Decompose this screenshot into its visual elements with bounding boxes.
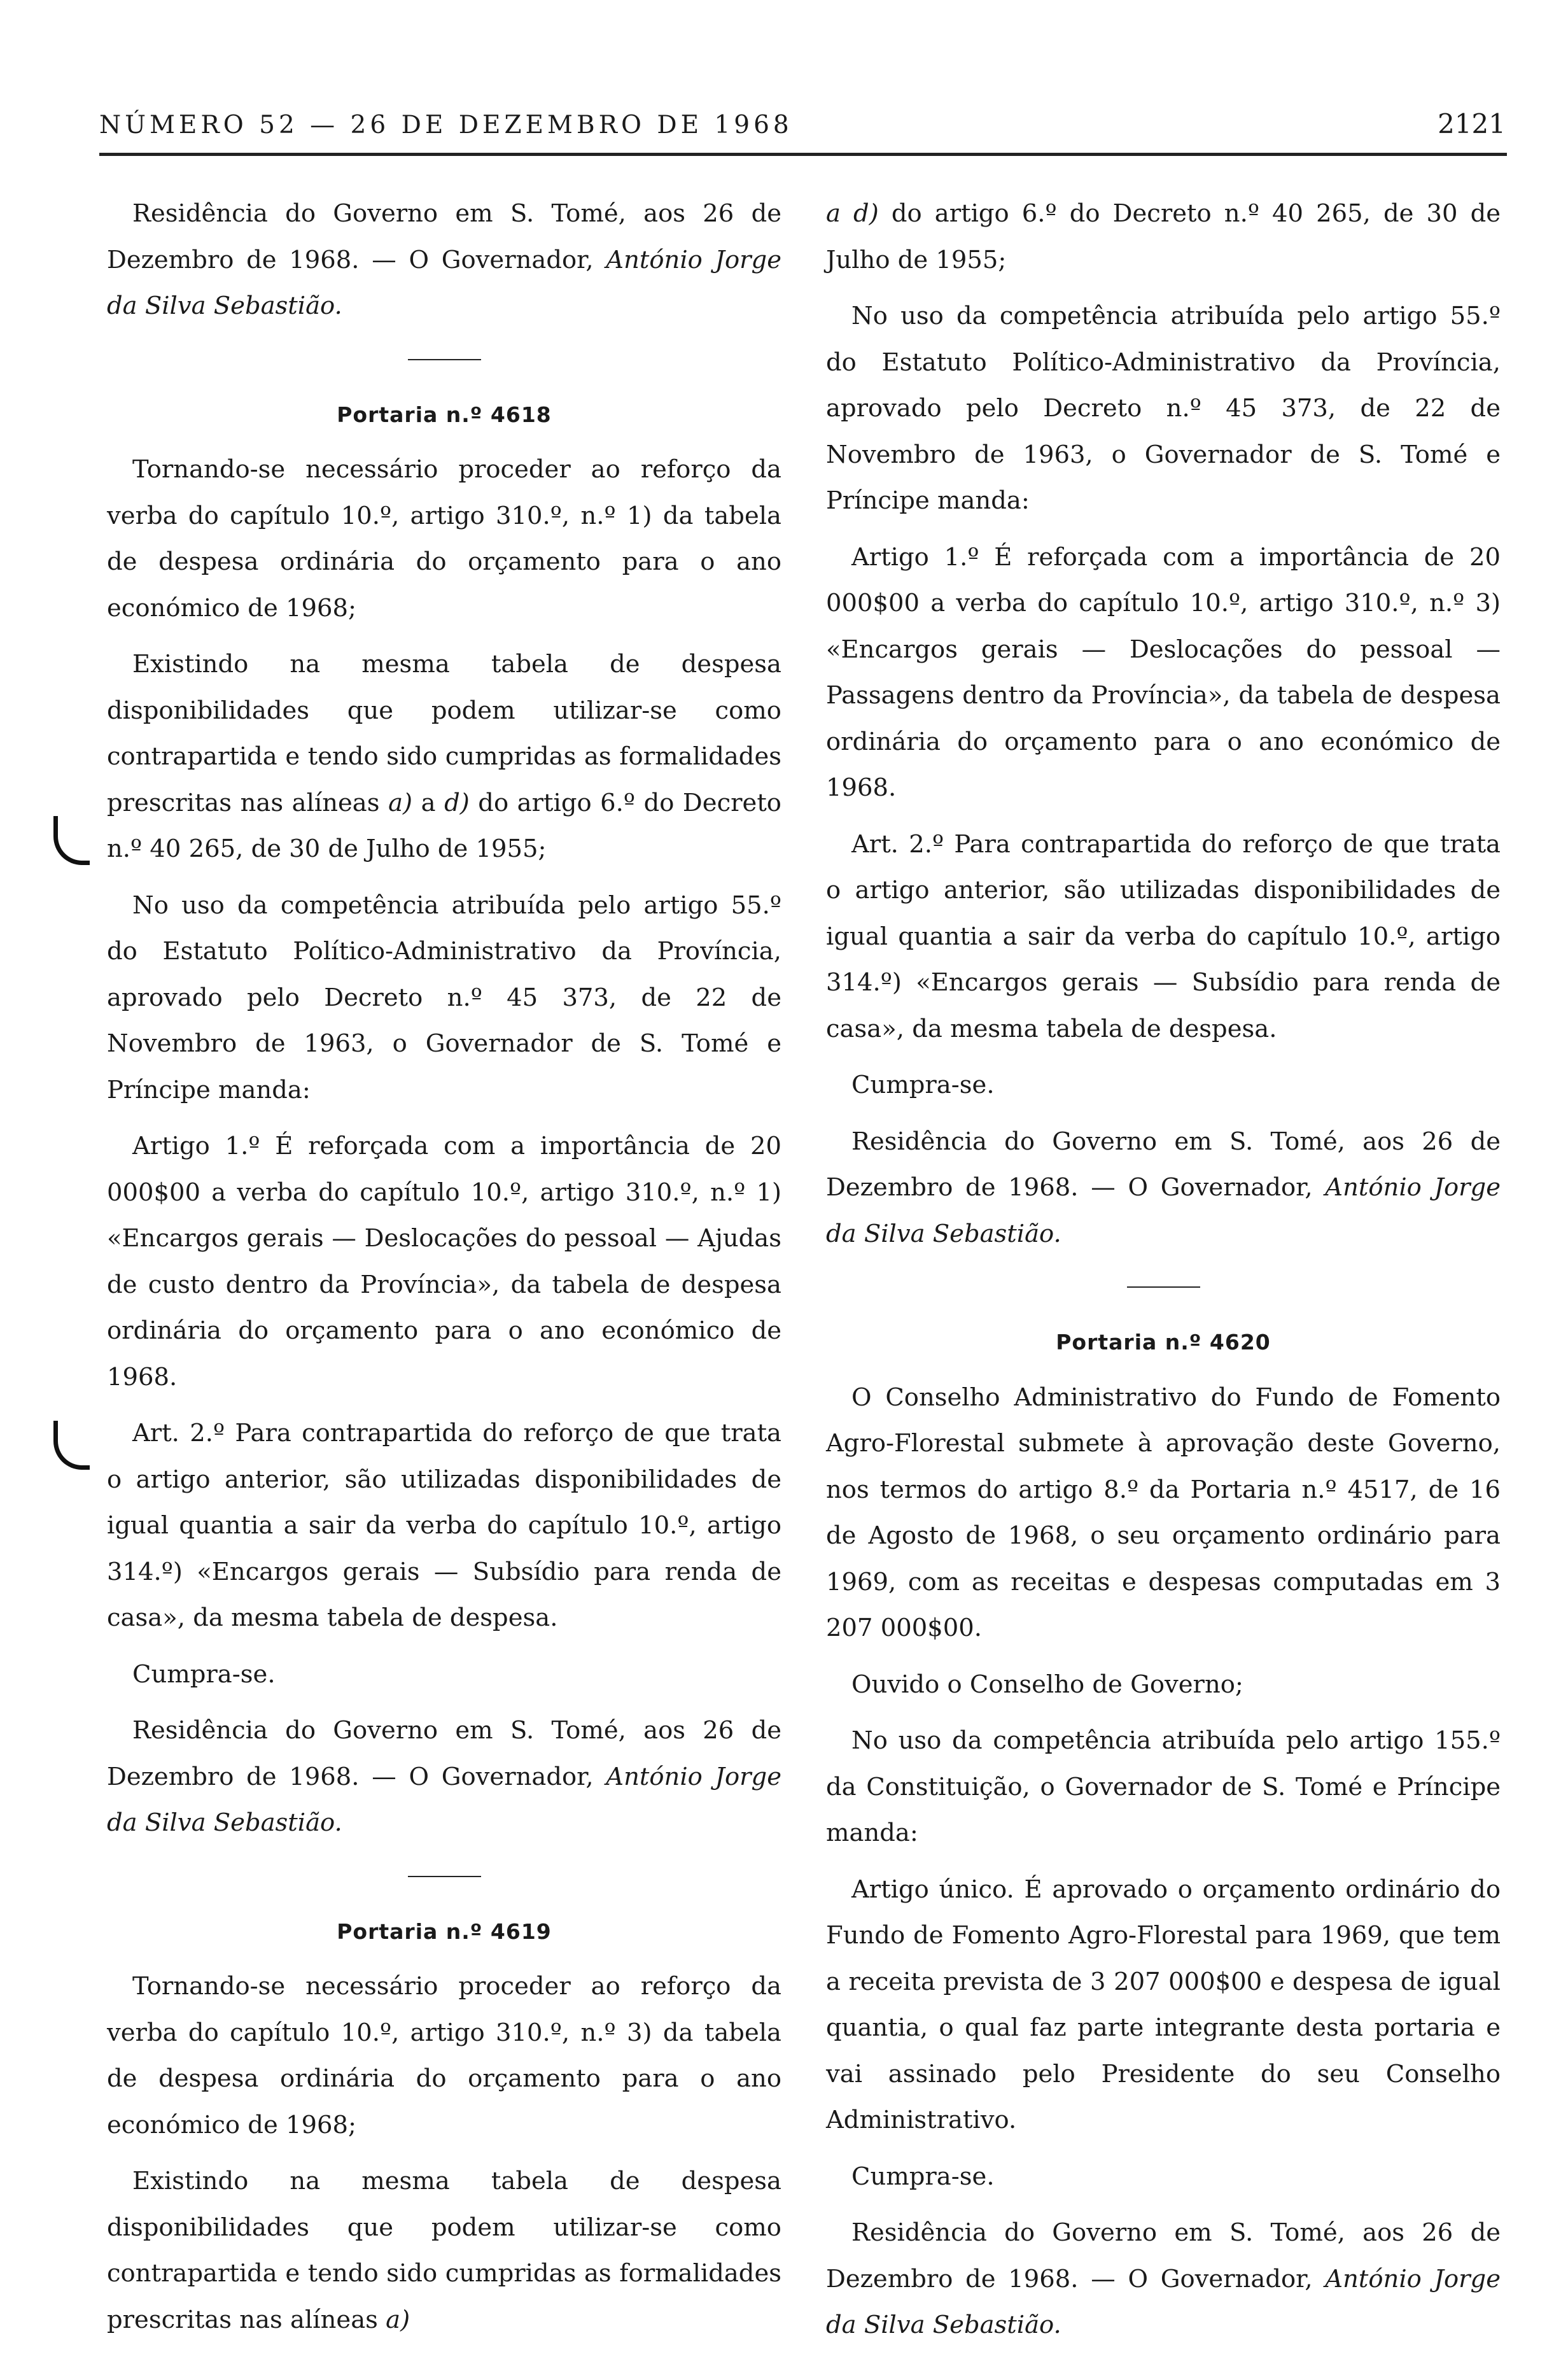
paragraph: No uso da competência atribuída pelo artigo 55.º do Estatuto Político-Administrativo da Província, aprovado pelo Decreto n.º 45 373, de 22 de Novembro de 1963, o Governador de S. Tomé e Príncipe manda:: [107, 891, 781, 1104]
closing-paragraph: Residência do Governo em S. Tomé, aos 26 de Dezembro de 1968. — O Governador, António Jorge da Silva Sebastião.: [107, 199, 781, 320]
paragraph: Ouvido o Conselho de Governo;: [851, 1670, 1243, 1699]
issue-date-heading: NÚMERO 52 — 26 DE DEZEMBRO DE 1968: [99, 111, 793, 139]
closing-paragraph: Residência do Governo em S. Tomé, aos 26 de Dezembro de 1968. — O Governador, António Jorge da Silva Sebastião.: [826, 2218, 1501, 2339]
left-column: [107, 191, 781, 2353]
paragraph: No uso da competência atribuída pelo artigo 55.º do Estatuto Político-Administrativo da Província, aprovado pelo Decreto n.º 45 373, de 22 de Novembro de 1963, o Governador de S. Tomé e Príncipe manda:: [826, 302, 1501, 515]
paragraph: Tornando-se necessário proceder ao reforço da verba do capítulo 10.º, artigo 310.º, n.º 3) da tabela de despesa ordinária do orçamento para o ano económico de 1968;: [107, 1972, 781, 2139]
paragraph: Cumpra-se.: [851, 1071, 995, 1099]
paragraph: Tornando-se necessário proceder ao reforço da verba do capítulo 10.º, artigo 310.º, n.º 1) da tabela de despesa ordinária do orçamento para o ano económico de 1968;: [107, 455, 781, 623]
paragraph: a d) do artigo 6.º do Decreto n.º 40 265, de 30 de Julho de 1955;: [826, 199, 1501, 274]
governor-signature: António Jorge da Silva Sebastião.: [826, 2264, 1501, 2339]
page-header: [99, 107, 1506, 151]
paragraph: Artigo 1.º É reforçada com a importância de 20 000$00 a verba do capítulo 10.º, artigo 310.º, n.º 3) «Encargos gerais — Deslocações do pessoal — Passagens dentro da Província», da tabela de despesa ordinária do orçamento para o ano económico de 1968.: [826, 542, 1501, 802]
paragraph: Artigo 1.º É reforçada com a importância de 20 000$00 a verba do capítulo 10.º, artigo 310.º, n.º 1) «Encargos gerais — Deslocações do pessoal — Ajudas de custo dentro da Província», da tabela de despesa ordinária do orçamento para o ano económico de 1968.: [107, 1132, 781, 1391]
portaria-4618-title: Portaria n.º 4618: [337, 402, 552, 427]
governor-signature: António Jorge da Silva Sebastião.: [107, 245, 781, 320]
page-number: 2121: [1438, 108, 1506, 139]
paragraph: O Conselho Administrativo do Fundo de Fomento Agro-Florestal submete à aprovação deste Governo, nos termos do artigo 8.º da Portaria n.º 4517, de 16 de Agosto de 1968, o seu orçamento ordinário para 1969, com as receitas e despesas computadas em 3 207 000$00.: [826, 1383, 1501, 1642]
closing-paragraph: Residência do Governo em S. Tomé, aos 26 de Dezembro de 1968. — O Governador, António Jorge da Silva Sebastião.: [826, 1127, 1501, 1248]
governor-signature: António Jorge da Silva Sebastião.: [826, 1173, 1501, 1248]
paragraph: Art. 2.º Para contrapartida do reforço de que trata o artigo anterior, são utilizadas disponibilidades de igual quantia a sair da verba do capítulo 10.º, artigo 314.º) «Encargos gerais — Subsídio para renda de casa», da mesma tabela de despesa.: [107, 1419, 781, 1632]
paragraph: Cumpra-se.: [132, 1659, 276, 1689]
governor-signature: António Jorge da Silva Sebastião.: [107, 1762, 781, 1837]
header-rule: [99, 153, 1507, 156]
closing-paragraph: Residência do Governo em S. Tomé, aos 26 de Dezembro de 1968. — O Governador, António Jorge da Silva Sebastião.: [107, 1716, 781, 1837]
margin-bracket-mark: [53, 816, 90, 865]
paragraph: No uso da competência atribuída pelo artigo 155.º da Constituição, o Governador de S. Tomé e Príncipe manda:: [826, 1726, 1501, 1847]
paragraph: Artigo único. É aprovado o orçamento ordinário do Fundo de Fomento Agro-Florestal para 1969, que tem a receita prevista de 3 207 000$00 e despesa de igual quantia, o qual faz parte integrante desta portaria e vai assinado pelo Presidente do seu Conselho Administrativo.: [826, 1875, 1501, 2134]
margin-bracket-mark: [53, 1421, 90, 1470]
section-separator: [408, 1876, 481, 1877]
portaria-4620-title: Portaria n.º 4620: [1056, 1330, 1271, 1355]
paragraph: Cumpra-se.: [851, 2162, 995, 2191]
paragraph: Existindo na mesma tabela de despesa disponibilidades que podem utilizar-se como contrapartida e tendo sido cumpridas as formalidades prescritas nas alíneas a) a d) do artigo 6.º do Decreto n.º 40 265, de 30 de Julho de 1955;: [107, 650, 781, 863]
portaria-4619-title: Portaria n.º 4619: [337, 1919, 552, 1944]
paragraph: Art. 2.º Para contrapartida do reforço de que trata o artigo anterior, são utilizadas disponibilidades de igual quantia a sair da verba do capítulo 10.º, artigo 314.º) «Encargos gerais — Subsídio para renda de casa», da mesma tabela de despesa.: [826, 829, 1501, 1043]
paragraph: Existindo na mesma tabela de despesa disponibilidades que podem utilizar-se como contrapartida e tendo sido cumpridas as formalidades prescritas nas alíneas a): [107, 2167, 781, 2334]
right-column: [826, 191, 1501, 2359]
section-separator: [408, 359, 481, 360]
section-separator: [1127, 1286, 1200, 1288]
